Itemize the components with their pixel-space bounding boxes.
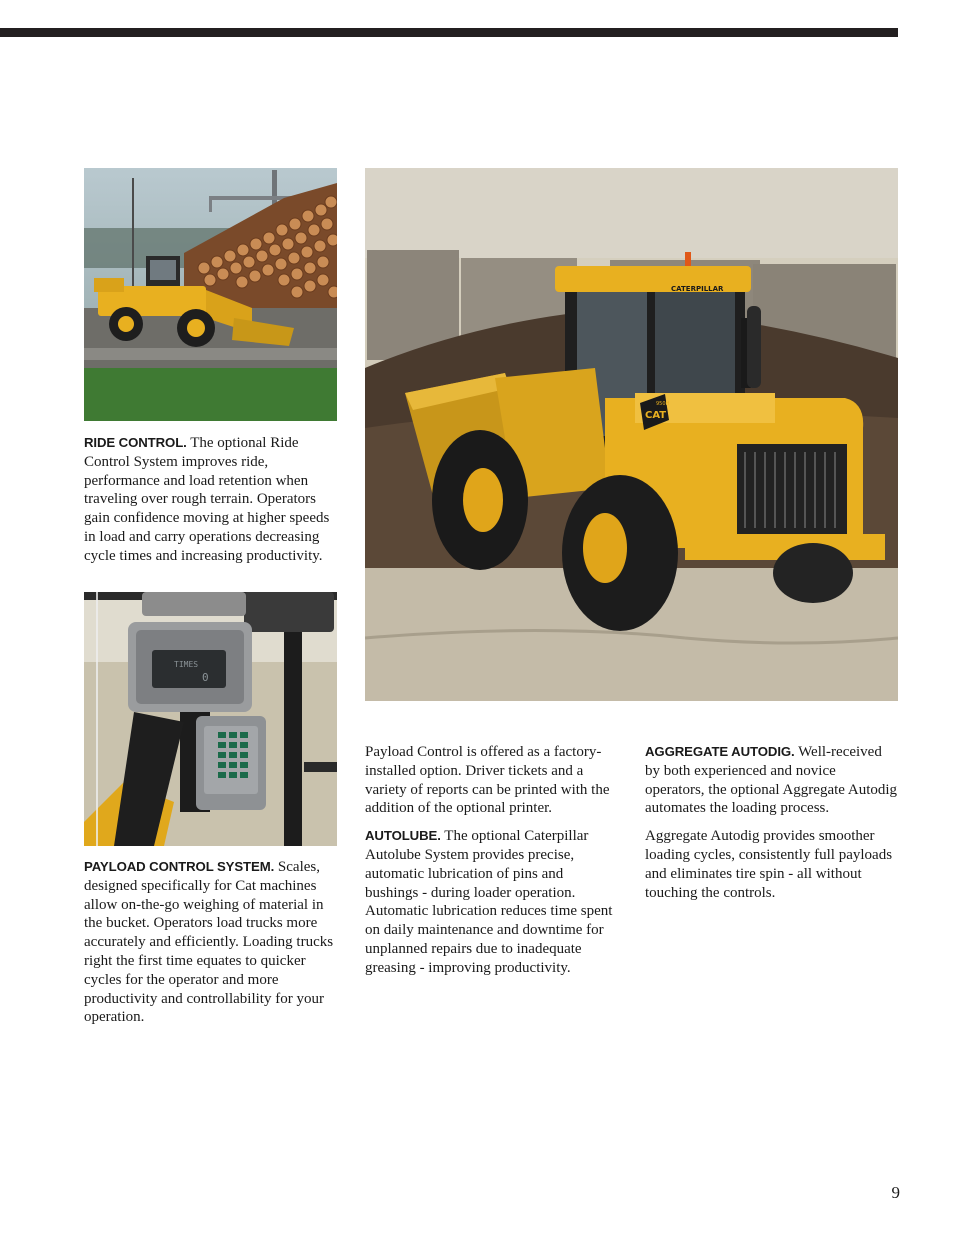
payload-control-body: Scales, designed specifically for Cat machines allow on-the-go weighing of material in the bucket. Operators load trucks more accurately and efficiently. Loading trucks right the first time equates to quicker cycles for the operator and more productivity and controllability for your operation. (84, 859, 334, 1026)
ride-control-photo (84, 168, 337, 421)
ride-control-section (84, 434, 339, 575)
payload-control-photo (84, 592, 337, 846)
aggregate-autodig-heading: AGGREGATE AUTODIG. (645, 744, 795, 759)
roof-brand-text: CATERPILLAR (671, 285, 724, 293)
autolube-body: The optional Caterpillar Autolube System provides precise, automatic lubrication of pins and bushings - during loader operation. Automatic lubrication reduces time spent on daily maintenance and downtime for unplanned repairs due to inadequate greasing - improving productivity. (365, 828, 613, 976)
payload-display-value: 0 (202, 671, 209, 684)
top-rule (0, 28, 898, 37)
wheel-loader-photo (365, 168, 898, 701)
aggregate-autodig-body-2: Aggregate Autodig provides smoother loading cycles, consistently full payloads and eliminates tire spin - all without touching the controls. (645, 828, 893, 901)
middle-column (365, 743, 617, 987)
autolube-heading: AUTOLUBE. (365, 828, 441, 844)
cat-logo-text: CAT (645, 410, 667, 421)
payload-control-heading: PAYLOAD CONTROL SYSTEM. (84, 859, 275, 874)
payload-control-section (84, 858, 339, 1036)
page-number: 9 (891, 1183, 900, 1202)
aggregate-autodig-body: Well-received by both experienced and novice operators, the optional Aggregate Autodig automates the loading process. (645, 744, 898, 817)
right-column (645, 743, 899, 911)
payload-display-label: TIMES (174, 660, 199, 669)
payload-option-body: Payload Control is offered as a factory-installed option. Driver tickets and a variety of reports can be printed with the addition of the optional printer. (365, 744, 610, 817)
ride-control-heading: RIDE CONTROL. (84, 435, 187, 450)
model-badge-text: 950H (656, 401, 670, 407)
ride-control-body: The optional Ride Control System improves ride, performance and load retention when traveling over rough terrain. Operators gain confidence moving at higher speeds in load and carry operations decreasing cycle times and increasing productivity. (84, 435, 330, 564)
